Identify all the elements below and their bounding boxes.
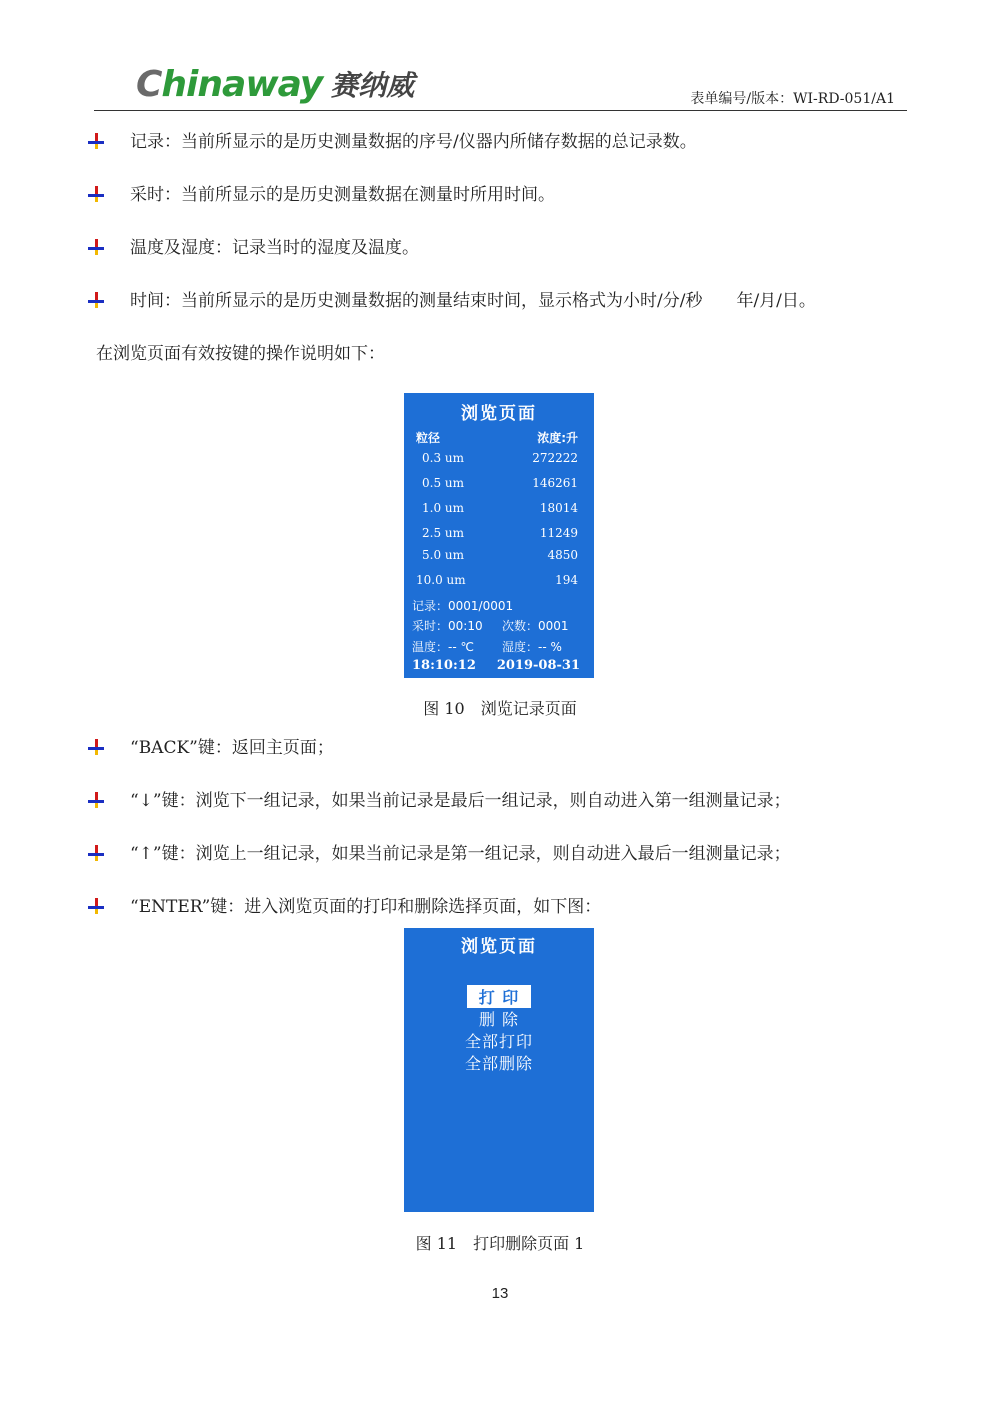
print-delete-screen — [404, 928, 594, 1212]
bullet-down-key: “↓”键：浏览下一组记录，如果当前记录是最后一组记录，则自动进入第一组测量记录； — [88, 789, 791, 813]
bullet-time: 时间：当前所显示的是历史测量数据的测量结束时间，显示格式为小时/分/秒 年/月/日。 — [88, 289, 816, 313]
bullet-enter-key: “ENTER”键：进入浏览页面的打印和删除选择页面，如下图： — [88, 895, 601, 919]
temperature: 温度：-- ℃ — [412, 640, 474, 654]
bullet-temp-humidity: 温度及湿度：记录当时的湿度及温度。 — [88, 236, 419, 260]
column-size-header: 粒径 — [416, 431, 441, 445]
bullet-icon — [88, 133, 104, 149]
bullet-back-key: “BACK”键：返回主页面； — [88, 736, 334, 760]
bullet-record: 记录：当前所显示的是历史测量数据的序号/仪器内所储存数据的总记录数。 — [88, 130, 697, 154]
column-concentration-header: 浓度:升 — [537, 431, 578, 445]
bullet-icon — [88, 739, 104, 755]
clock-time: 18:10:12 — [412, 658, 476, 673]
record-index: 记录：0001/0001 — [412, 599, 514, 613]
particle-size: 0.5 um — [422, 476, 465, 490]
particle-count: 194 — [555, 573, 578, 587]
figure-11-caption: 图 11 打印删除页面 1 — [415, 1234, 585, 1253]
particle-count: 4850 — [547, 548, 578, 562]
logo-chinese: 赛纳威 — [330, 69, 415, 102]
measurement-count: 次数：0001 — [502, 619, 569, 633]
sample-time: 采时：00:10 — [412, 619, 483, 633]
bullet-sample-time: 采时：当前所显示的是历史测量数据在测量时所用时间。 — [88, 183, 555, 207]
particle-size: 5.0 um — [422, 548, 465, 562]
bullet-icon — [88, 845, 104, 861]
particle-size: 1.0 um — [422, 501, 465, 515]
company-logo — [136, 62, 414, 106]
browse-screen — [404, 393, 594, 678]
bullet-icon — [88, 792, 104, 808]
bullet-up-key: “↑”键：浏览上一组记录，如果当前记录是第一组记录，则自动进入最后一组测量记录； — [88, 842, 791, 866]
particle-size: 2.5 um — [422, 526, 465, 540]
bullet-icon — [88, 898, 104, 914]
particle-count: 11249 — [539, 526, 578, 540]
particle-count: 18014 — [539, 501, 578, 515]
menu-item-print[interactable]: 打 印 — [404, 985, 594, 1008]
bullet-icon — [88, 186, 104, 202]
screen-title: 浏览页面 — [461, 404, 537, 424]
particle-count: 272222 — [532, 451, 578, 465]
header-divider — [94, 110, 907, 111]
form-number: 表单编号/版本：WI-RD-051/A1 — [690, 91, 895, 107]
particle-count: 146261 — [532, 476, 578, 490]
menu-item-print-all[interactable]: 全部打印 — [464, 1032, 533, 1051]
bullet-icon — [88, 292, 104, 308]
menu-item-delete[interactable]: 删 除 — [478, 1010, 520, 1029]
logo-latin: Chinaway — [136, 63, 323, 105]
humidity: 湿度：-- % — [502, 640, 562, 654]
page-header — [94, 58, 907, 112]
clock-date: 2019-08-31 — [496, 658, 580, 673]
page-number: 13 — [491, 1285, 509, 1302]
screen-title: 浏览页面 — [461, 937, 537, 957]
particle-size: 0.3 um — [422, 451, 465, 465]
bullet-icon — [88, 239, 104, 255]
figure-10-caption: 图 10 浏览记录页面 — [423, 699, 577, 718]
particle-size: 10.0 um — [416, 573, 466, 587]
intro-text: 在浏览页面有效按键的操作说明如下： — [96, 344, 385, 364]
menu-item-delete-all[interactable]: 全部删除 — [464, 1054, 533, 1073]
